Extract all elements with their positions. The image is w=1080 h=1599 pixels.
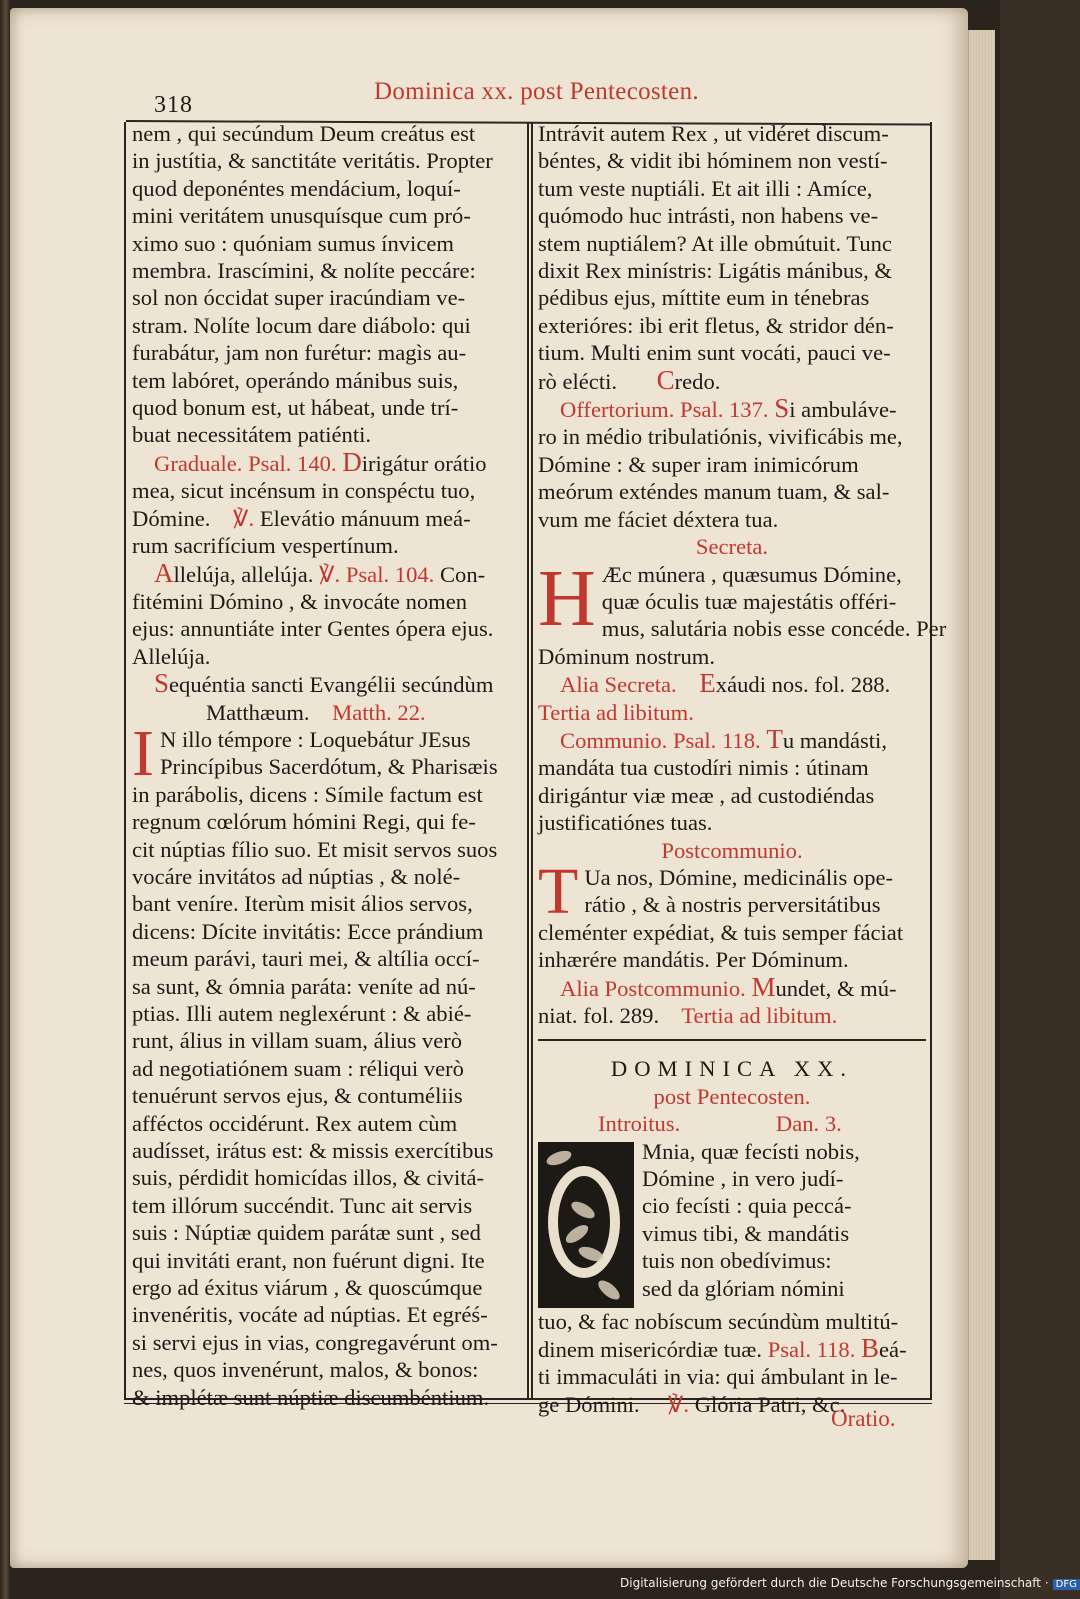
text-line: ptias. Illi autem neglexérunt : & abié- — [132, 1001, 472, 1026]
communio-initial: T — [766, 723, 783, 754]
text-line: buat necessitátem patiénti. — [132, 422, 372, 448]
running-head: Dominica xx. post Pentecosten. — [374, 78, 699, 105]
postcommunio-title: Postcommunio. — [661, 837, 803, 863]
alleluia-text: llelúja, allelúja. — [173, 561, 314, 587]
psalm-initial: B — [861, 1333, 880, 1364]
text-line: dixit Rex minístris: Ligátis mánibus, & — [538, 258, 892, 284]
text-line: sol non óccidat super iracúndiam ve- — [132, 285, 466, 311]
text-line: tum veste nuptiáli. Et ait illi : Amíce, — [538, 175, 873, 201]
left-column — [132, 120, 524, 1411]
gospel — [132, 716, 524, 1411]
text-line: bant veníre. Iterùm misit álios servos, — [132, 891, 473, 917]
alia-secreta-initial: E — [699, 668, 716, 699]
graduale — [132, 446, 524, 560]
text-line: nes, quos invenérunt, malos, & bonos: — [132, 1357, 479, 1383]
alleluia-text: Con- — [439, 561, 486, 587]
text-line: invenéritis, vocáte ad núptias. Et egréś- — [132, 1302, 488, 1328]
right-column — [538, 120, 947, 1418]
text-line: tuis non obedívimus: — [642, 1248, 832, 1274]
gospel-line: rò elécti. — [538, 368, 618, 394]
text-line: vimus tibi, & mandátis — [642, 1220, 850, 1246]
offertorium-line: Dómine : & super iram inimicórum — [538, 451, 859, 477]
text-line: quod deponéntes mendácium, loquí- — [132, 175, 461, 201]
graduale-versicle-text: Elevátio mánuum meá- — [259, 505, 471, 531]
text-line: sa sunt, & ómnia paráta: veníte ad nú- — [132, 973, 476, 999]
text-line: sed da glóriam nómini — [642, 1275, 845, 1301]
text-line: meum parávi, tauri mei, & altília occí- — [132, 946, 480, 972]
page-number: 318 — [154, 92, 193, 118]
offertorium-line: meórum exténdes manum tuam, & sal- — [538, 479, 890, 505]
postcommunio — [538, 837, 926, 1030]
text-line: Dómine , in vero judí- — [642, 1166, 844, 1192]
introitus-line: ti immaculáti in via: qui ámbulant in le- — [538, 1364, 898, 1390]
alleluia-line: ejus: annuntiáte inter Gentes ópera ejus. — [132, 616, 494, 642]
caption-text: Digitalisierung gefördert durch die Deutsche Forschungsgemeinschaft · — [620, 1576, 1049, 1590]
introitus-line: tuo, & fac nobíscum secúndùm multitú- — [538, 1308, 899, 1334]
text-line: tem labóret, operándo mánibus suis, — [132, 367, 459, 393]
alleluia-initial: A — [154, 557, 174, 588]
text-line: ad negotiatiónem suam : réliqui verò — [132, 1055, 464, 1081]
text-line: pédibus ejus, míttite eum in ténebras — [538, 285, 870, 311]
catchword: Oratio. — [831, 1406, 896, 1431]
versicle-mark: ℣. — [233, 505, 255, 531]
dfg-logo: DFG — [1053, 1579, 1080, 1590]
alleluia-line: Allelúja. — [132, 643, 211, 669]
digitization-caption — [620, 1576, 1080, 1590]
alia-secreta-text: xáudi nos. fol. 288. — [715, 672, 891, 698]
communio-text: u mandásti, — [782, 727, 887, 753]
tertia-ad-libitum: Tertia ad libitum. — [681, 1003, 838, 1028]
offertorium-initial: S — [774, 393, 790, 424]
woodcut-letter-o — [548, 1166, 620, 1278]
text-line: ximo suo : quóniam sumus ínvicem — [132, 230, 454, 256]
tertia-ad-libitum: Tertia ad libitum. — [538, 699, 694, 725]
postcommunio-line: inhærére mandátis. Per Dóminum. — [538, 947, 849, 973]
introitus-line: ge Dómini. — [538, 1391, 640, 1417]
introitus-line: dinem misericórdiæ tuæ. — [538, 1337, 763, 1363]
text-line: ergo ad éxitus viárum , & quoscúmque — [132, 1275, 483, 1301]
gospel-continuation — [538, 120, 926, 367]
text-line: membra. Irascímini, & nolíte peccáre: — [132, 258, 476, 284]
offertorium — [538, 395, 926, 533]
communio-line: justificatiónes tuas. — [538, 810, 713, 836]
graduale-domine: Dómine. — [132, 505, 211, 531]
text-line: exterióres: ibi erit fletus, & stridor dén- — [538, 312, 894, 338]
right-border-rule — [930, 122, 932, 1398]
credo-initial: C — [656, 364, 675, 395]
woodcut-initial-o — [538, 1142, 634, 1308]
text-line: qui invitáti erant, non fuérunt digni. Ite — [132, 1247, 485, 1273]
text-line: Mnia, quæ fecísti nobis, — [642, 1138, 860, 1164]
text-line: suis : Núptiæ quidem parátæ sunt , sed — [132, 1220, 481, 1246]
left-border-rule — [124, 122, 126, 1398]
text-line: quod bonum est, ut hábeat, unde trí- — [132, 395, 459, 421]
versicle-mark: ℣. — [667, 1391, 690, 1417]
graduale-text: irigátur orátio — [361, 450, 487, 476]
text-line: cit núptias fílio suo. Et misit servos suos — [132, 836, 498, 862]
text-line: tenuérunt servos ejus, & contuméliis — [132, 1083, 463, 1109]
introitus-psalm-ref: Psal. 118. — [767, 1337, 856, 1363]
text-line: stram. Nolíte locum dare diábolo: qui — [132, 312, 471, 338]
graduale-line: mea, sicut incénsum in conspéctu tuo, — [132, 478, 476, 504]
alia-postcommunio-initial: M — [751, 971, 776, 1002]
graduale-initial: D — [342, 446, 362, 477]
gospel-line: N illo témpore : Loquebátur JEsus — [159, 726, 471, 752]
gloria-patri: Glória Patri, &c. — [694, 1391, 846, 1417]
text-line: vocáre invitátos ad núptias , & nolé- — [132, 863, 461, 889]
alia-postcommunio-line: niat. fol. 289. — [538, 1003, 660, 1028]
dominica-subtitle: post Pentecosten. — [653, 1083, 811, 1109]
text-line: suis, pérdidit homicídas illos, & civitá- — [132, 1165, 485, 1191]
text-line: afféctos occidérunt. Rex autem cùm — [132, 1110, 458, 1136]
text-line: tium. Multi enim sunt vocáti, pauci ve- — [538, 340, 891, 366]
secreta-line: quæ óculis tuæ majestátis offéri- — [601, 588, 897, 614]
postcommunio-line: cleménter expédiat, & tuis semper fáciat — [538, 919, 904, 945]
gospel-initial: I — [132, 716, 154, 790]
woodcut-leaf — [595, 1277, 623, 1303]
introitus-label: Introitus. — [598, 1111, 681, 1137]
text-line: Intrávit autem Rex , ut vidéret discum- — [538, 121, 889, 146]
offertorium-label: Offertorium. Psal. 137. — [560, 397, 769, 423]
secreta-line: Dóminum nostrum. — [538, 643, 715, 669]
woodcut-leaf — [545, 1148, 574, 1168]
gospel-line: Princípibus Sacerdótum, & Pharisæis — [159, 754, 498, 780]
text-line: quómodo huc intrásti, non habens ve- — [538, 203, 879, 229]
epistle-text — [132, 120, 524, 449]
text-line: béntes, & vidit ibi hóminem non vestí- — [538, 148, 888, 174]
gospel-reference: Matth. 22. — [332, 699, 426, 725]
alia-postcommunio-label: Alia Postcommunio. — [560, 975, 746, 1001]
secreta — [538, 533, 947, 726]
alleluia-psalm-ref: ℣. Psal. 104. — [319, 561, 435, 587]
introitus-reference: Dan. 3. — [775, 1111, 842, 1137]
dominica-title: DOMINICA XX. — [610, 1056, 854, 1082]
communio-line: dirigántur viæ meæ , ad custodiéndas — [538, 782, 875, 808]
dominica-xx-section — [538, 1055, 926, 1418]
secreta-title: Secreta. — [695, 534, 769, 560]
text-line: nem , qui secúndum Deum creátus est — [132, 121, 476, 146]
postcommunio-line: rátio , & à nostris perversitátibus — [584, 892, 881, 918]
communio-line: mandáta tua custodíri nimis : útinam — [538, 755, 869, 781]
page-edges — [968, 30, 995, 1560]
text-line: & implétæ sunt núptiæ discumbéntium. — [132, 1384, 490, 1410]
text-line: dicens: Dícite invitátis: Ecce prándium — [132, 918, 484, 944]
sequentia-line: Matthæum. — [206, 699, 310, 725]
text-line: si servi ejus in vias, congregavérunt om- — [132, 1329, 498, 1355]
text-line: cio fecísti : quia peccá- — [642, 1193, 852, 1219]
postcommunio-line: Ua nos, Dómine, medicinális ope- — [584, 864, 894, 890]
alia-postcommunio-text: undet, & mú- — [775, 975, 897, 1001]
credo-text: redo. — [674, 368, 721, 394]
text-line: in justítia, & sanctitáte veritátis. Propter — [132, 148, 493, 174]
sequentia-text: equéntia sancti Evangélii secúndùm — [169, 672, 494, 698]
column-divider-2 — [531, 122, 533, 1398]
communio — [538, 723, 926, 837]
section-separator — [538, 1039, 926, 1041]
text-line: furabátur, jam non furétur: magìs au- — [132, 340, 467, 366]
graduale-label: Graduale. Psal. 140. — [154, 450, 337, 476]
text-line: in parábolis, dicens : Símile factum est — [132, 781, 483, 807]
sequentia-initial: S — [154, 668, 170, 699]
alia-secreta-label: Alia Secreta. — [560, 672, 677, 698]
text-line: regnum cœlórum hómini Regi, qui fe- — [132, 809, 476, 835]
column-divider — [527, 122, 529, 1398]
gospel-text — [132, 781, 524, 1411]
graduale-line: rum sacrifícium vespertínum. — [132, 533, 399, 559]
sequentia — [132, 670, 524, 726]
offertorium-text: i ambuláve- — [789, 397, 897, 423]
alleluia — [132, 557, 524, 671]
psalm-text: eá- — [879, 1337, 907, 1363]
offertorium-line: ro in médio tribulatiónis, vivificábis me, — [538, 424, 903, 450]
secreta-initial: H — [538, 554, 596, 643]
text-line: stem nuptiálem? At ille obmútuit. Tunc — [538, 230, 892, 256]
text-line: tem illórum succéndit. Tunc ait servis — [132, 1192, 473, 1218]
alleluia-line: fitémini Dómino , & invocáte nomen — [132, 588, 468, 614]
offertorium-line: vum me fáciet déxtera tua. — [538, 506, 779, 532]
postcommunio-initial: T — [538, 854, 579, 928]
text-line: mini veritátem unusquísque cum pró- — [132, 203, 471, 229]
communio-label: Communio. Psal. 118. — [560, 727, 761, 753]
secreta-line: Æc múnera , quæsumus Dómine, — [601, 561, 902, 587]
text-line: audísset, irátus est: & missis exercítibus — [132, 1138, 494, 1164]
text-line: runt, álius in villam suam, álius verò — [132, 1028, 463, 1054]
secreta-line: mus, salutária nobis esse concéde. Per — [601, 616, 947, 642]
